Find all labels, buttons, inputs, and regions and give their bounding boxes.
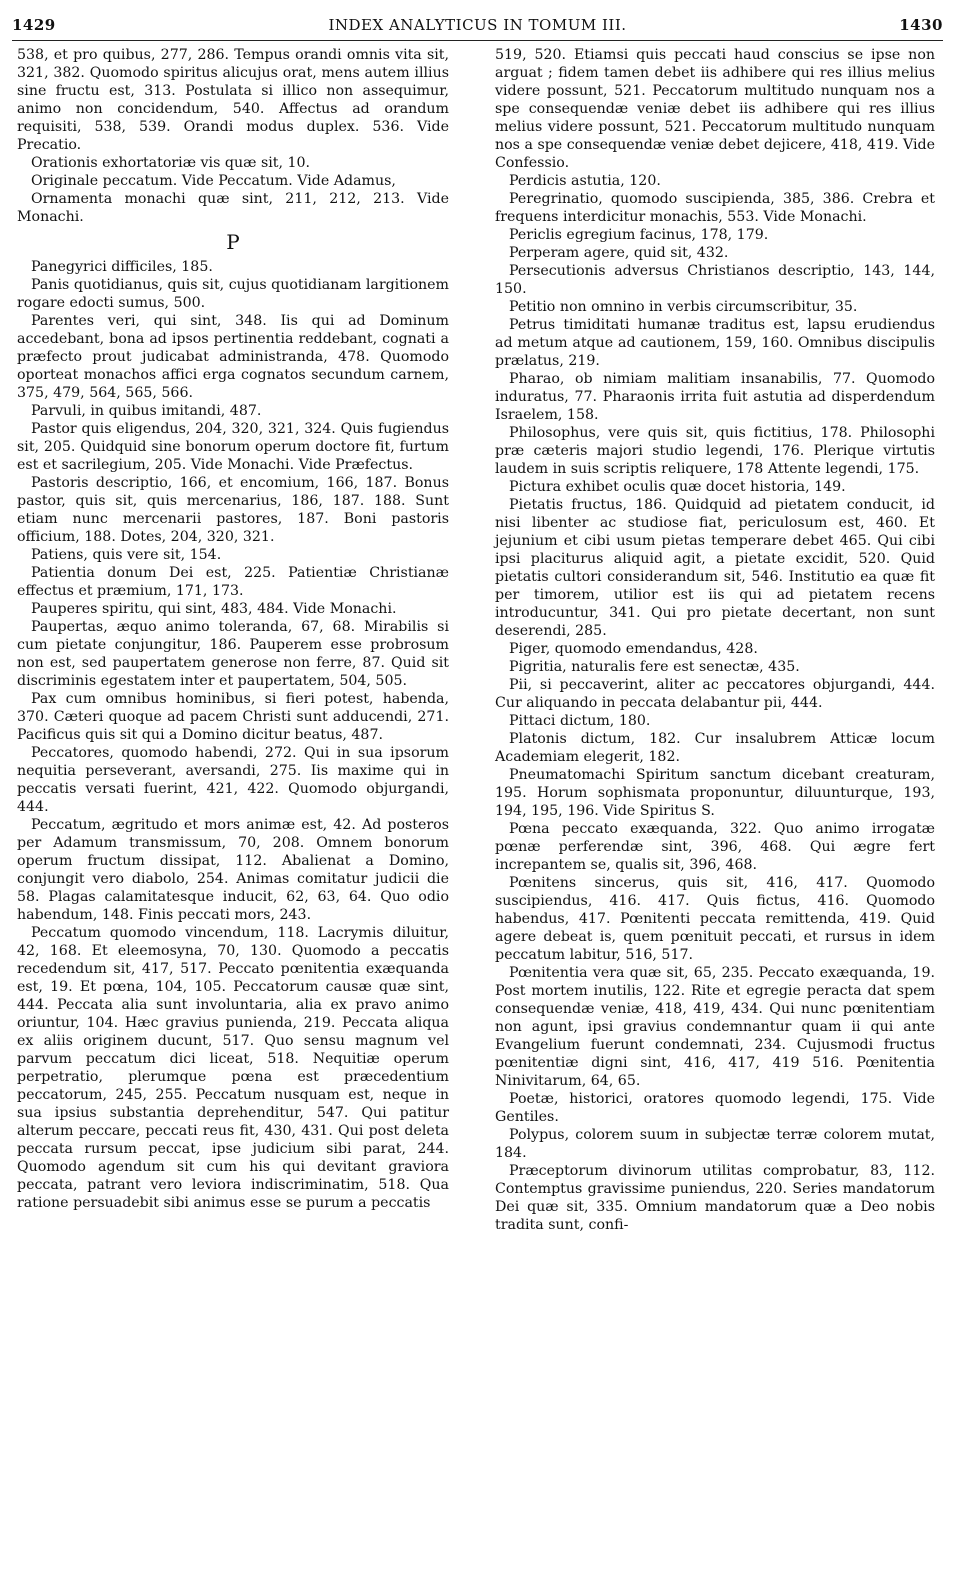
index-entry: Pharao, ob nimiam malitiam insanabilis, 77. Quomodo induratus, 77. Pharaonis irrita fuit astutia ad disperdendum Israelem, 158. — [495, 371, 935, 423]
index-entry: Pictura exhibet oculis quæ docet historia, 149. — [509, 479, 846, 495]
index-entry: Ornamenta monachi quæ sint, 211, 212, 213. Vide Monachi. — [17, 191, 449, 225]
index-entry: Pauperes spiritu, qui sint, 483, 484. Vide Monachi. — [31, 601, 397, 617]
index-entry: Pœnitens sincerus, quis sit, 416, 417. Quomodo suscipiendus, 416. 417. Quis fictus, 416. Quomodo habendus, 417. Pœnitenti peccata remittenda, 419. Quid agere debeat is, quem pœnituit peccati, et rursus in idem peccatum labitur, 516, 517. — [495, 875, 935, 963]
index-entry: Pax cum omnibus hominibus, si fieri potest, habenda, 370. Cæteri quoque ad pacem Christi sunt adducendi, 271. Pacificus quis sit qui a Domino dicitur beatus, 487. — [17, 691, 449, 743]
running-header — [12, 10, 943, 41]
index-entry: Poetæ, historici, oratores quomodo legendi, 175. Vide Gentiles. — [495, 1091, 935, 1125]
index-entry: Persecutionis adversus Christianos descriptio, 143, 144, 150. — [495, 263, 935, 297]
index-entry: Pœna peccato exæquanda, 322. Quo animo irrogatæ pœnæ perferendæ sint, 396, 468. Qui ægre fert increpantem se, qualis sit, 396, 468. — [495, 821, 935, 873]
index-entry: Philosophus, vere quis sit, quis fictitius, 178. Philosophi præ cæteris majori studio legendi, 176. Plerique virtutis laudem in suis scriptis reliquere, 178 Attente legendi, 175. — [495, 425, 935, 477]
index-entry: Originale peccatum. Vide Peccatum. Vide Adamus, — [31, 173, 396, 189]
index-entry: Pittaci dictum, 180. — [509, 713, 651, 729]
page-number-left: 1429 — [12, 16, 56, 34]
continued-entry: 519, 520. Etiamsi quis peccati haud conscius se ipse non arguat ; fidem tamen debet iis adhibere qui res illius melius videre possunt, 521. Peccatorum multitudo nunquam nos a spe consequendæ veniæ debet iis adhibere qui res illius melius videre possunt, 521. Peccatorum multitudo nunquam nos a spe consequendæ veniæ debet dejicere, 418, 419. Vide Confessio. — [495, 47, 935, 171]
page-number-right: 1430 — [899, 16, 943, 34]
index-entry: Patientia donum Dei est, 225. Patientiæ Christianæ effectus et præmium, 171, 173. — [17, 565, 449, 599]
index-entry: Perperam agere, quid sit, 432. — [509, 245, 729, 261]
index-entry: Pastor quis eligendus, 204, 320, 321, 324. Quis fugiendus sit, 205. Quidquid sine bonorum operum doctore fit, furtum est et sacrilegium, 205. Vide Monachi. Vide Præfectus. — [17, 421, 449, 473]
index-entry: Patiens, quis vere sit, 154. — [31, 547, 222, 563]
index-entry: Paupertas, æquo animo toleranda, 67, 68. Mirabilis si cum pietate conjungitur, 186. Pauperem esse probrosum non est, sed paupertatem generose non ferre, 87. Quid sit discriminis egestatem inter et paupertatem, 504, 505. — [17, 619, 449, 689]
index-entry: Piger, quomodo emendandus, 428. — [509, 641, 758, 657]
index-entry: Parentes veri, qui sint, 348. Iis qui ad Dominum accedebant, bona ad ipsos pertinentia reddebant, cognati a præfecto prout judicabat administranda, 478. Quomodo oporteat monachos affici erga cognatos secundum carnem, 375, 479, 564, 565, 566. — [17, 313, 449, 401]
index-entry: Pastoris descriptio, 166, et encomium, 166, 187. Bonus pastor, quis sit, quis mercenarius, 186, 187. 188. Sunt etiam nunc mercenarii pastores, 187. Boni pastoris officium, 188. Dotes, 204, 320, 321. — [17, 475, 449, 545]
index-entry: Polypus, colorem suum in subjectæ terræ colorem mutat, 184. — [495, 1127, 935, 1161]
running-title: INDEX ANALYTICUS IN TOMUM III. — [328, 16, 627, 34]
index-entry: Peccatores, quomodo habendi, 272. Qui in sua ipsorum nequitia perseverant, aversandi, 275. Iis maxime qui in peccatis versati fuerint, 421, 422. Quomodo objurgandi, 444. — [17, 745, 449, 815]
index-entry: Parvuli, in quibus imitandi, 487. — [31, 403, 262, 419]
index-entry: Panis quotidianus, quis sit, cujus quotidianam largitionem rogare edocti sumus, 500. — [17, 277, 449, 311]
index-entry: Panegyrici difficiles, 185. — [31, 259, 213, 275]
index-entry: Petrus timiditati humanæ traditus est, lapsu erudiendus ad metum atque ad cautionem, 159, 160. Omnibus discipulis prælatus, 219. — [495, 317, 935, 369]
index-entry: Pneumatomachi Spiritum sanctum dicebant creaturam, 195. Horum sophismata proponuntur, diluunturque, 193, 194, 195, 196. Vide Spiritus S. — [495, 767, 935, 819]
index-entry: Peccatum quomodo vincendum, 118. Lacrymis diluitur, 42, 168. Et eleemosyna, 70, 130. Quomodo a peccatis recedendum sit, 417, 517. Peccato pœnitentia exæquanda est, 19. Et pœna, 104, 105. Peccatorum causæ quæ sint, 444. Peccata alia sunt involuntaria, alia ex pravo animo oriuntur, 104. Hæc gravius punienda, 219. Peccata aliqua ex aliis originem ducunt, 517. Quo sensu magnum vel parvum peccatum dici liceat, 518. Nequitiæ operum perpetratio, plerumque pœna est præcedentium peccatorum, 245, 255. Peccatum nusquam est, neque in sua ipsius substantia deprehenditur, 547. Qui patitur alterum peccare, peccati reus fit, 430, 431. Qui post deleta peccata rursum peccat, ipse judicium sibi parat, 244. Quomodo agendum sit cum his qui devitant graviora peccata, patrant vero leviora indiscriminatim, 518. Qua ratione persuadebit sibi animus esse se purum a peccatis — [17, 925, 449, 1211]
index-entry: Pietatis fructus, 186. Quidquid ad pietatem conducit, id nisi libenter ac studiose fiat, periculosum est, 460. Et jejunium et cibi usum pietas temperare debet 465. Qui cibi ipsi placiturus aliquid agit, a pietate excidit, 520. Quid pietatis cultori considerandum sit, 546. Institutio ea quæ fit per timorem, utilior est iis qui ad pietatem recens introducuntur, 341. Qui pro pietate decertant, non sunt deserendi, 285. — [495, 497, 935, 639]
left-column — [17, 46, 449, 1212]
index-entry: Pœnitentia vera quæ sit, 65, 235. Peccato exæquanda, 19. Post mortem inutilis, 122. Rite et egregie peracta dat spem consequendæ veniæ, 418, 419, 434. Qui nunc pœnitentiam non agunt, ipsi gravius condemnantur quam ii qui ante Evangelium fuerunt condemnati, 234. Cujusmodi fructus pœnitentiæ digni sint, 416, 417, 419 516. Pœnitentia Ninivitarum, 64, 65. — [495, 965, 935, 1089]
index-entry: Peregrinatio, quomodo suscipienda, 385, 386. Crebra et frequens interdicitur monachis, 553. Vide Monachi. — [495, 191, 935, 225]
index-entry: Peccatum, ægritudo et mors animæ est, 42. Ad posteros per Adamum transmissum, 70, 208. Omnem bonorum operum fructum dissipat, 112. Abalienat a Domino, conjungit vero diabolo, 254. Animas comitatur judicii die 58. Plagas calamitatesque inducit, 62, 63, 64. Quo odio habendum, 148. Finis peccati mors, 243. — [17, 817, 449, 923]
index-entry: Præceptorum divinorum utilitas comprobatur, 83, 112. Contemptus gravissime puniendus, 220. Series mandatorum Dei quæ sit, 335. Omnium mandatorum quæ a Deo nobis tradita sunt, confi- — [495, 1163, 935, 1233]
continued-entry: 538, et pro quibus, 277, 286. Tempus orandi omnis vita sit, 321, 382. Quomodo spiritus alicujus orat, mens autem illius sine fructu est, 313. Postulata si illico non assequimur, animo non concidendum, 540. Affectus ad orandum requisiti, 538, 539. Orandi modus duplex. 536. Vide Precatio. — [17, 47, 449, 153]
index-entry: Platonis dictum, 182. Cur insalubrem Atticæ locum Academiam elegerit, 182. — [495, 731, 935, 765]
index-entry: Perdicis astutia, 120. — [509, 173, 661, 189]
section-letter: P — [226, 230, 240, 254]
index-entry: Pii, si peccaverint, aliter ac peccatores objurgandi, 444. Cur aliquando in peccata delabantur pii, 444. — [495, 677, 935, 711]
right-column — [495, 46, 935, 1234]
index-entry: Petitio non omnino in verbis circumscribitur, 35. — [509, 299, 858, 315]
index-entry: Orationis exhortatoriæ vis quæ sit, 10. — [31, 155, 311, 171]
index-entry: Periclis egregium facinus, 178, 179. — [509, 227, 769, 243]
index-entry: Pigritia, naturalis fere est senectæ, 435. — [509, 659, 800, 675]
